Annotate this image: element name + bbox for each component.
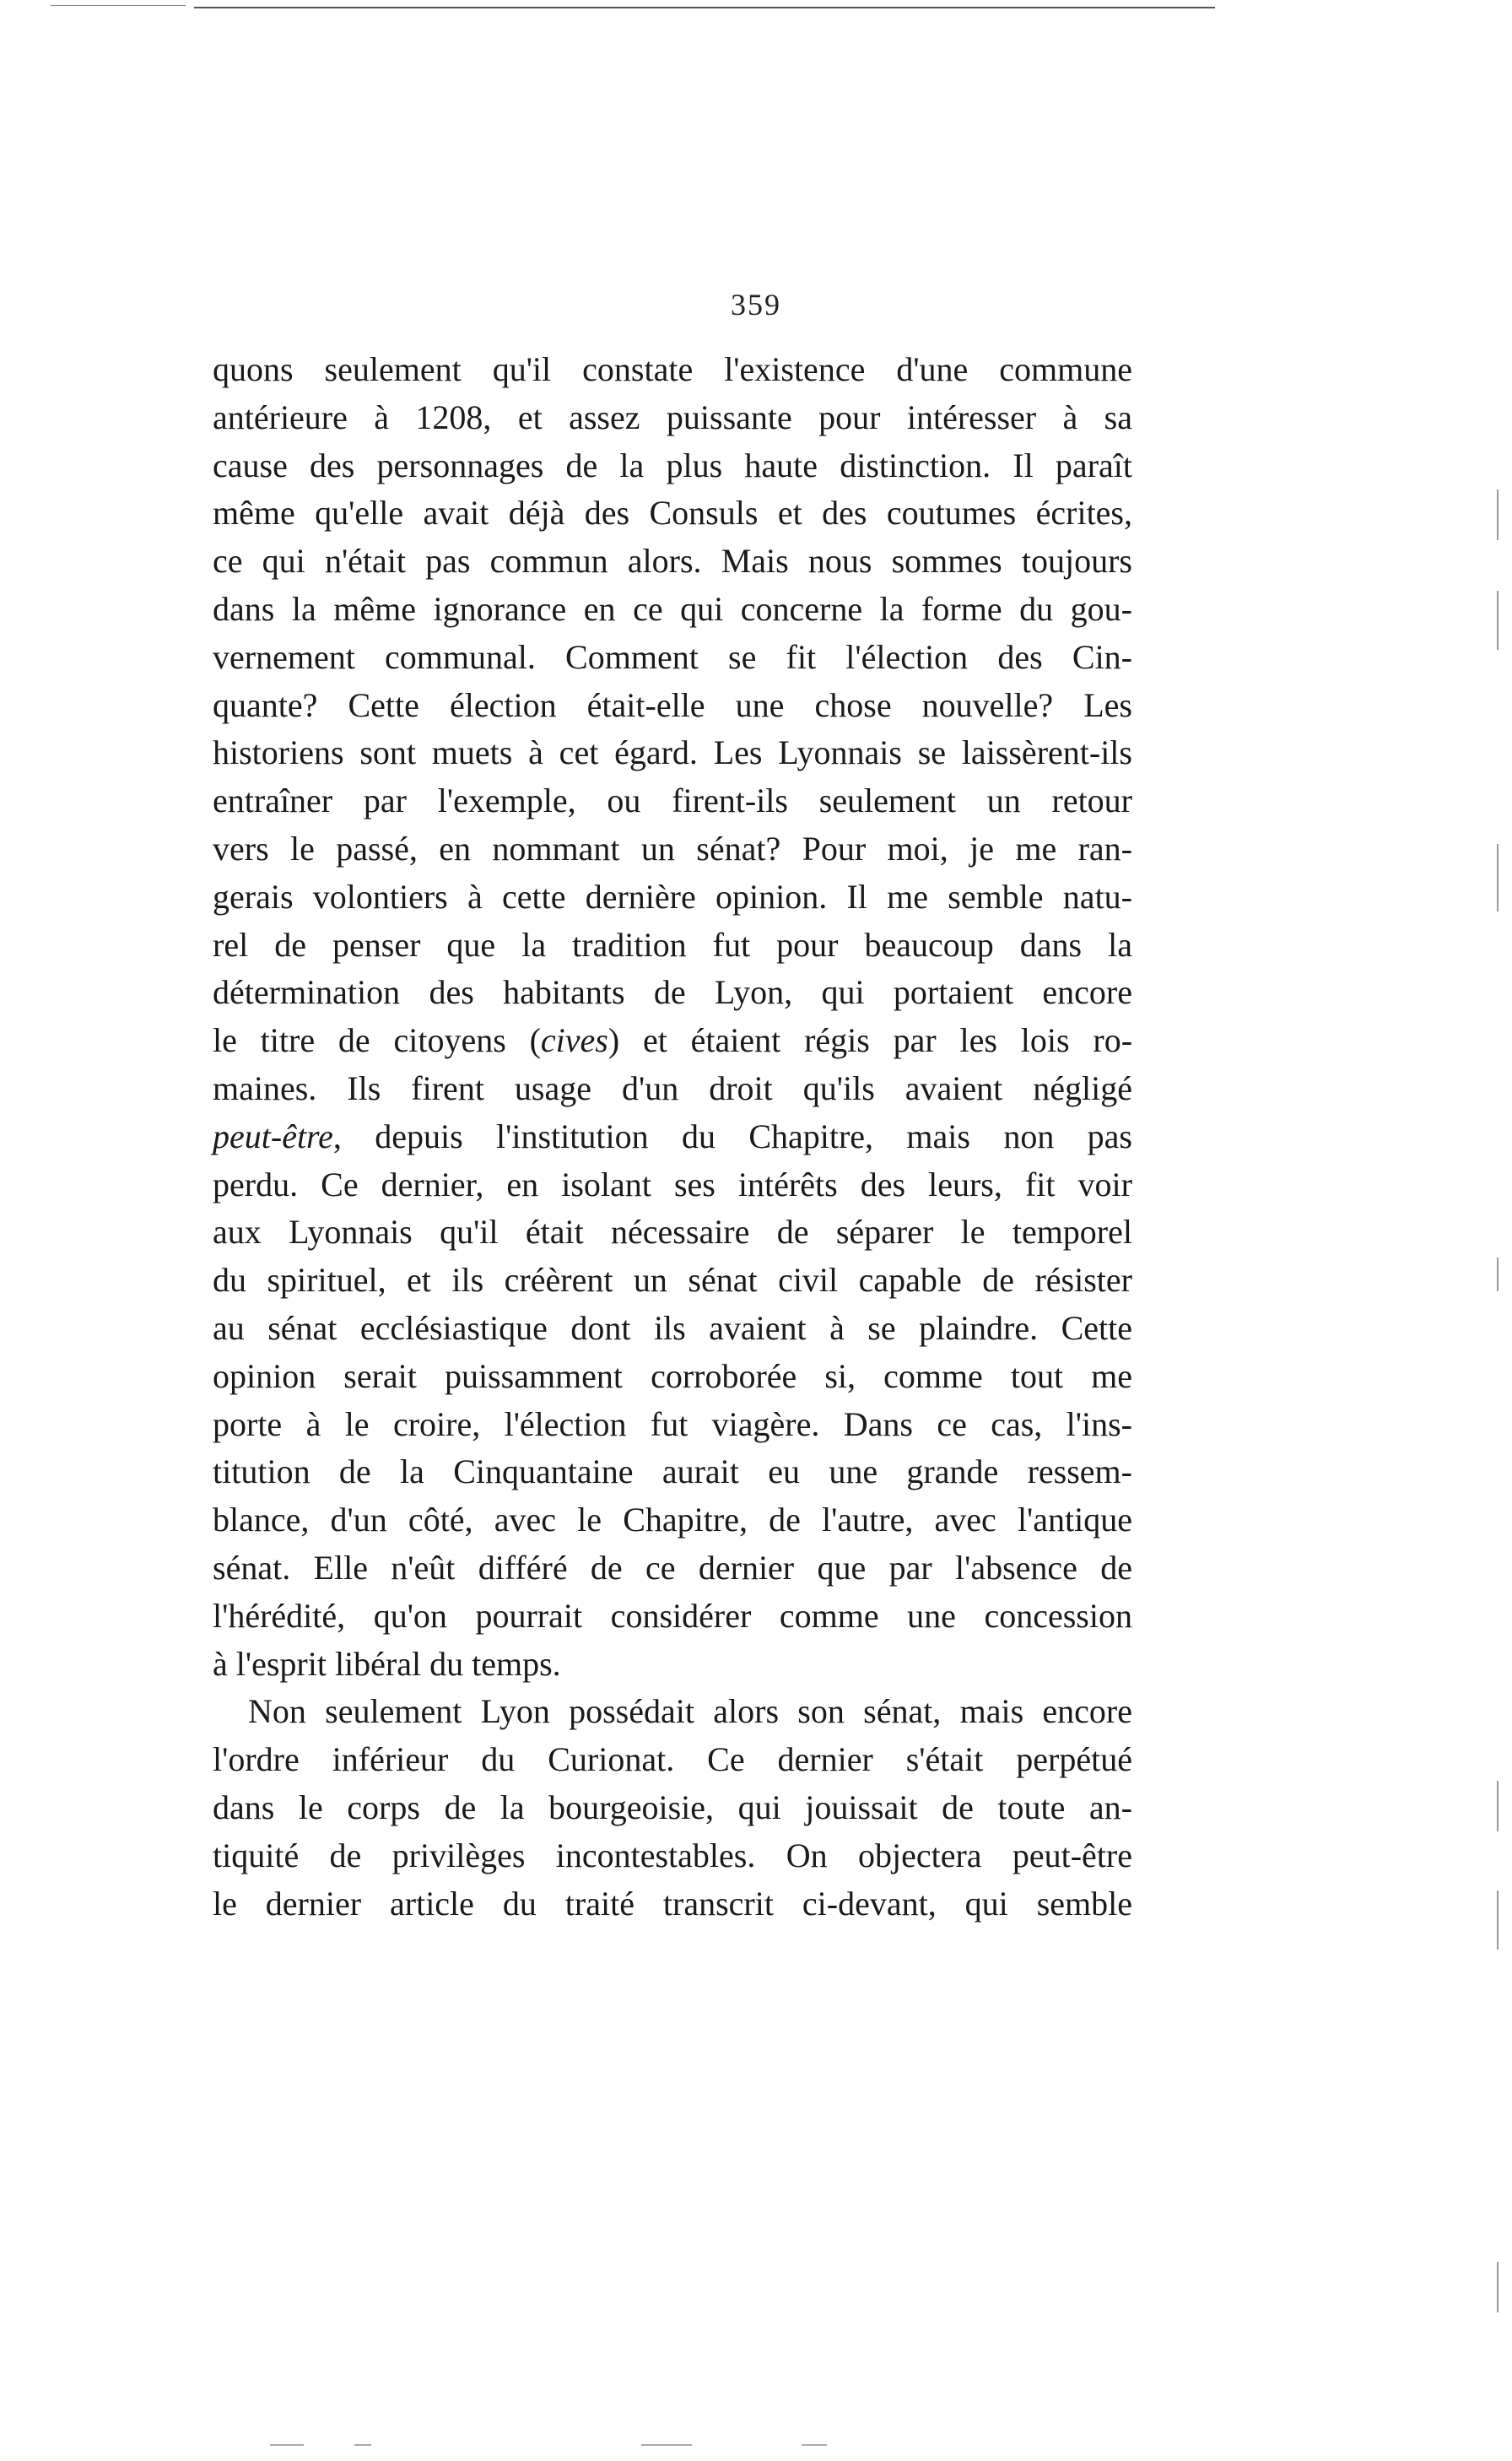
bottom-scan-mark (802, 2444, 827, 2446)
text-line: gerais volontiers à cette dernière opinion. Il me semble natu- (213, 877, 1132, 916)
text-line: du spirituel, et ils créèrent un sénat civil capable de résister (213, 1261, 1132, 1300)
text-line: le dernier article du traité transcrit ci-devant, qui semble (213, 1884, 1132, 1923)
text-line: perdu. Ce dernier, en isolant ses intérêts des leurs, fit voir (213, 1165, 1132, 1203)
text-line: cause des personnages de la plus haute distinction. Il paraît (213, 446, 1132, 484)
text-line: le titre de citoyens (cives) et étaient régis par les lois ro- (213, 1021, 1133, 1060)
text-line: détermination des habitants de Lyon, qui portaient encore (213, 973, 1132, 1012)
margin-tick (1497, 1258, 1498, 1291)
text-line: au sénat ecclésiastique dont ils avaient à se plaindre. Cette (213, 1308, 1132, 1347)
text-line: blance, d'un côté, avec le Chapitre, de l'autre, avec l'antique (213, 1501, 1132, 1539)
margin-tick (1497, 1781, 1498, 1831)
text-line: antérieure à 1208, et assez puissante pour intéresser à sa (213, 398, 1132, 436)
text-line: quons seulement qu'il constate l'existence d'une commune (213, 350, 1132, 388)
page-number: 359 (731, 288, 781, 322)
text-line: tiquité de privilèges incontestables. On objectera peut-être (213, 1836, 1132, 1874)
text-line: dans le corps de la bourgeoisie, qui jouissait de toute an- (213, 1788, 1132, 1826)
text-line: vers le passé, en nommant un sénat? Pour moi, je me ran- (213, 829, 1132, 868)
text-line: quante? Cette élection était-elle une chose nouvelle? Les (213, 685, 1132, 724)
text-line: aux Lyonnais qu'il était nécessaire de séparer le temporel (213, 1213, 1132, 1252)
text-line: rel de penser que la tradition fut pour beaucoup dans la (213, 925, 1132, 964)
text-line: Non seulement Lyon possédait alors son sénat, mais encore (248, 1692, 1132, 1731)
text-line: dans la même ignorance en ce qui concerne la forme du gou- (213, 589, 1132, 628)
text-line: opinion serait puissamment corroborée si, comme tout me (213, 1356, 1132, 1395)
text-line: sénat. Elle n'eût différé de ce dernier que par l'absence de (213, 1548, 1132, 1587)
text-line: vernement communal. Comment se fit l'élection des Cin- (213, 637, 1132, 676)
text-line: historiens sont muets à cet égard. Les Lyonnais se laissèrent-ils (213, 733, 1132, 772)
margin-tick (1497, 489, 1498, 540)
text-line: porte à le croire, l'élection fut viagère. Dans ce cas, l'ins- (213, 1404, 1132, 1443)
text-line: l'hérédité, qu'on pourrait considérer comme une concession (213, 1596, 1132, 1635)
top-scan-line (194, 7, 1215, 8)
text-line: titution de la Cinquantaine aurait eu une grande ressem- (213, 1452, 1132, 1491)
margin-tick (1497, 2262, 1498, 2312)
body-text (213, 346, 1132, 1928)
margin-tick (1497, 591, 1498, 650)
margin-tick (1497, 844, 1498, 911)
bottom-scan-mark (354, 2444, 371, 2446)
text-line: maines. Ils firent usage d'un droit qu'ils avaient négligé (213, 1068, 1132, 1107)
text-line: ce qui n'était pas commun alors. Mais nous sommes toujours (213, 542, 1132, 581)
margin-tick (1497, 1890, 1498, 1950)
text-line: entraîner par l'exemple, ou firent-ils seulement un retour (213, 782, 1132, 820)
top-scan-line-left (51, 5, 186, 6)
bottom-scan-mark (641, 2444, 692, 2446)
text-line: l'ordre inférieur du Curionat. Ce dernier s'était perpétué (213, 1740, 1132, 1779)
bottom-scan-mark (270, 2444, 304, 2446)
text-line: à l'esprit libéral du temps. (213, 1644, 561, 1683)
text-line: peut-être, depuis l'institution du Chapitre, mais non pas (213, 1117, 1132, 1155)
text-line: même qu'elle avait déjà des Consuls et des coutumes écrites, (213, 494, 1132, 533)
